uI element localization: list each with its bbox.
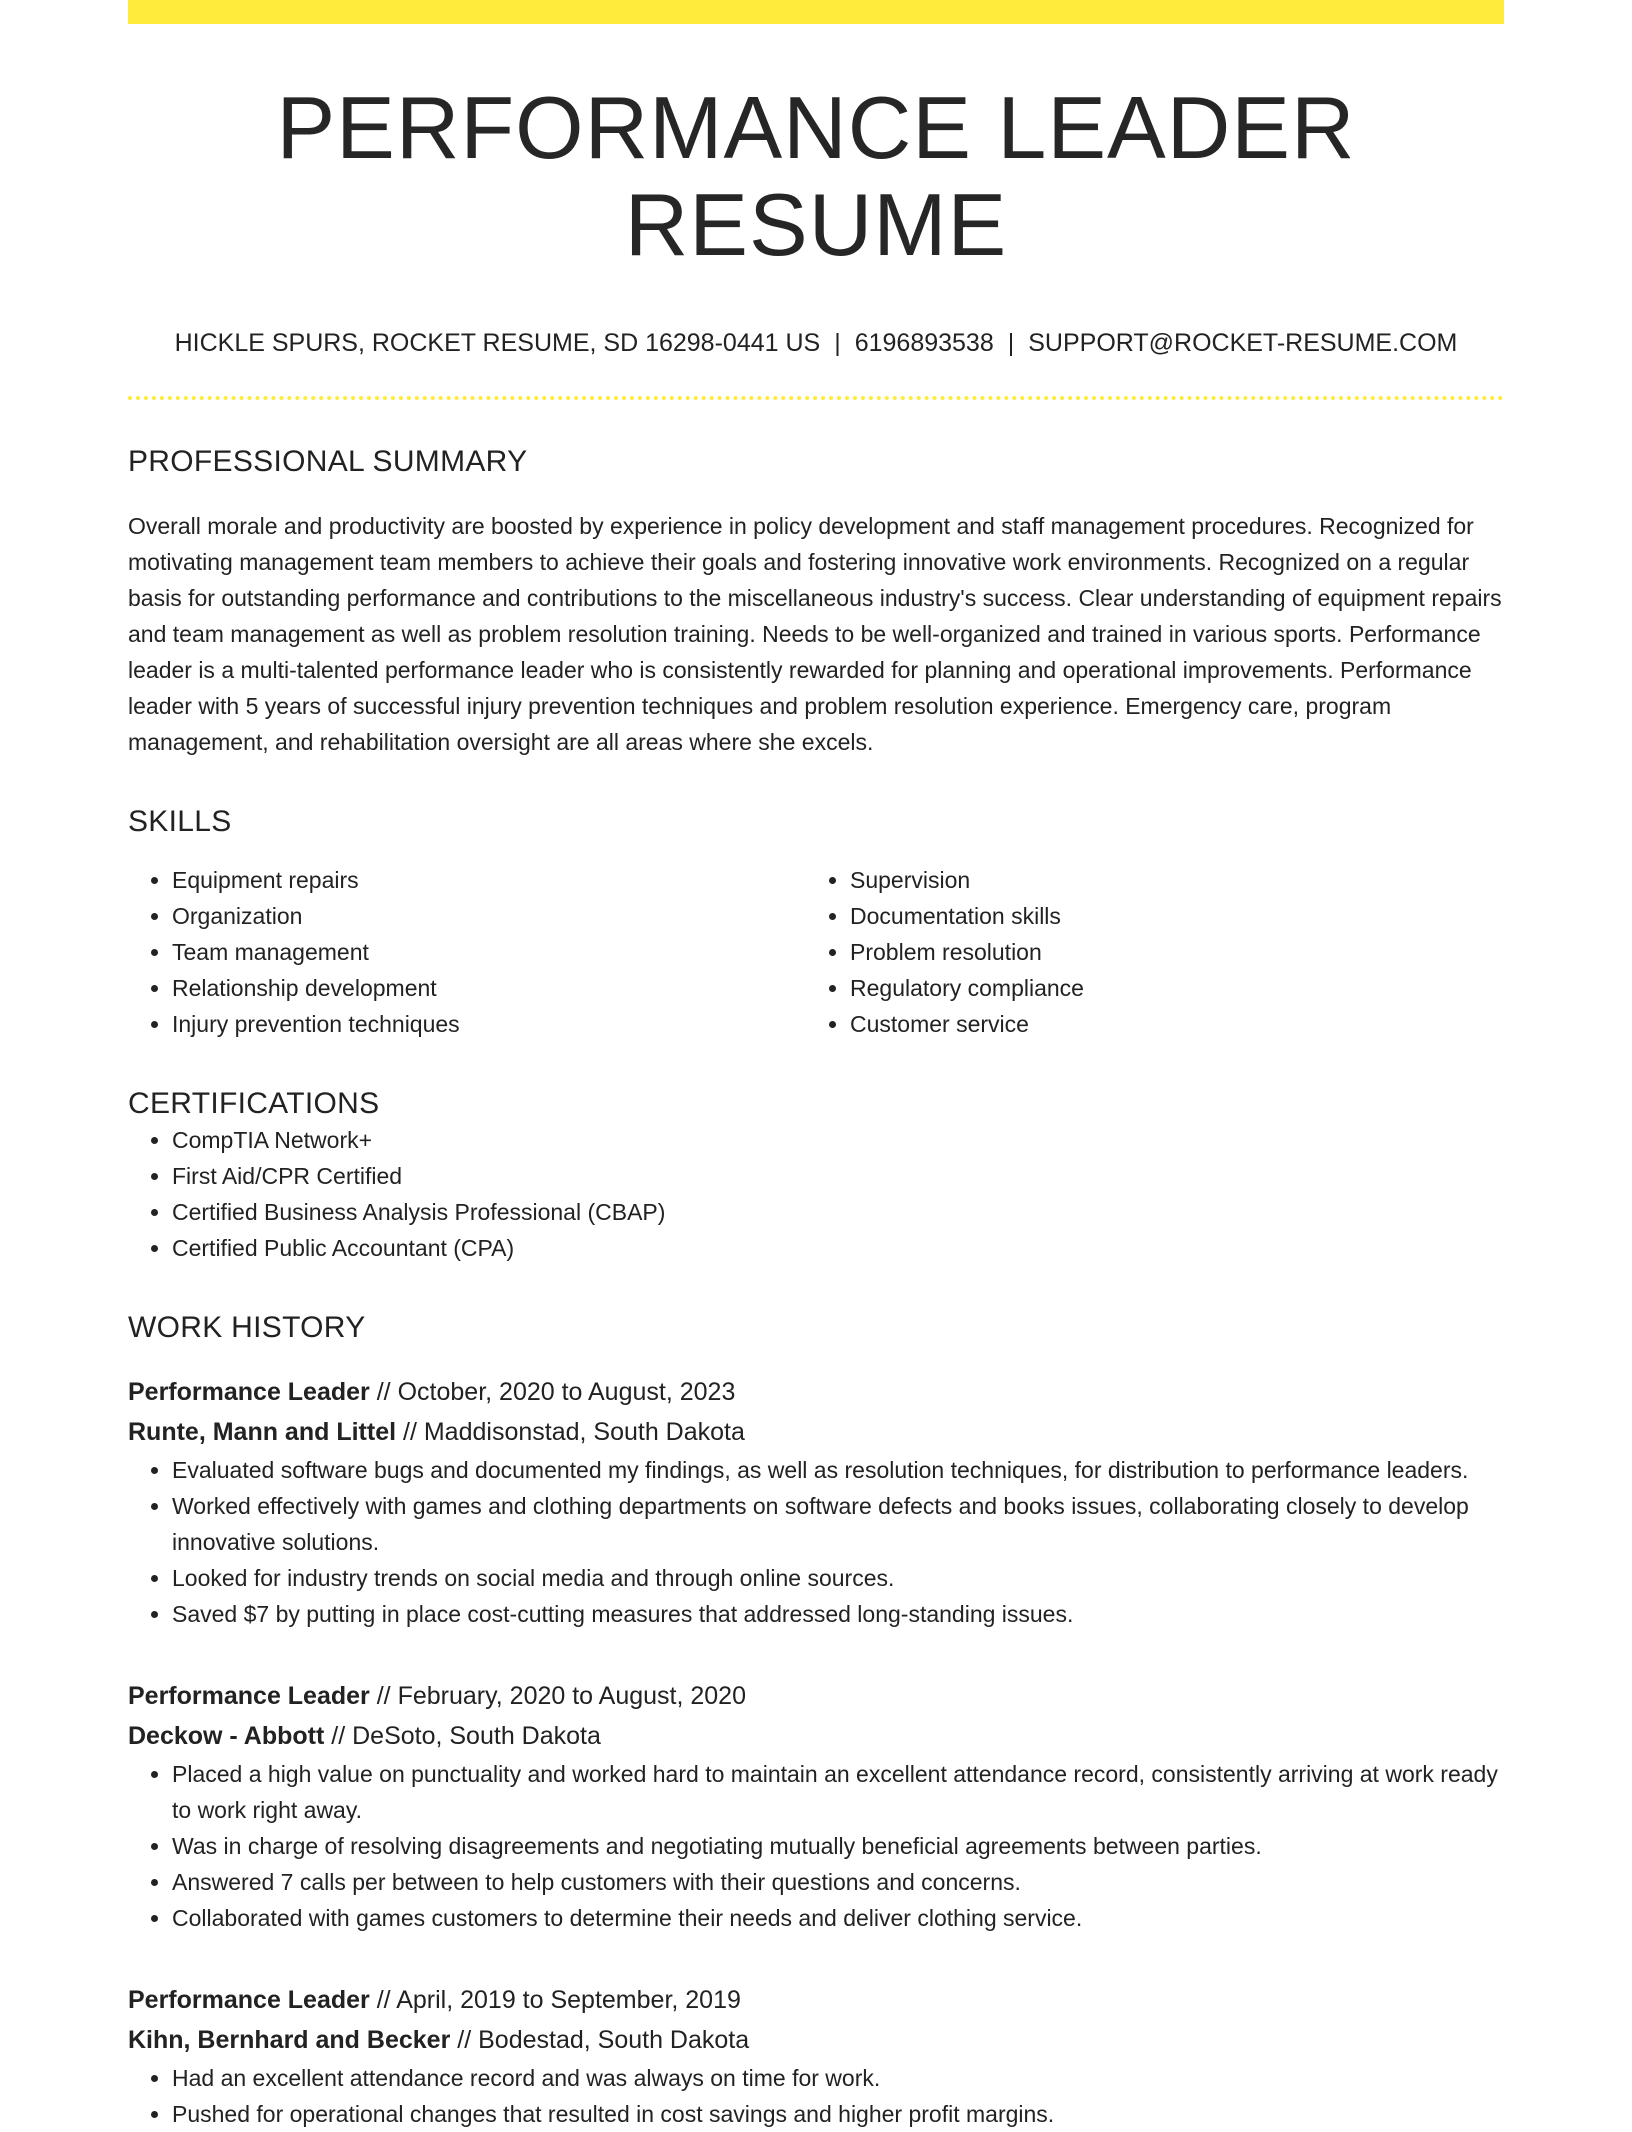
contact-line [128,328,1504,358]
resume-page [128,0,1504,2132]
header-divider [128,396,1504,400]
job-duty: • Placed a high value on punctuality and worked hard to maintain an excellent attendance record, consistently arriving at work ready to work right away. [172,1756,1504,1828]
job-separator: // [376,1985,391,2014]
certification-item: • Certified Public Accountant (CPA) [172,1230,1504,1266]
job-separator: // [376,1681,391,1710]
accent-top-bar [128,0,1504,24]
job-duty: • Worked effectively with games and clothing departments on software defects and books issues, collaborating closely to develop innovative solutions. [172,1488,1504,1560]
skills-list-right [806,862,1484,1042]
job-duty: • Was in charge of resolving disagreements and negotiating mutually beneficial agreements between parties. [172,1828,1504,1864]
job-company-line [128,1716,1504,1756]
job-duties-list [128,1756,1504,1936]
skill-item: • Team management [172,934,806,970]
certification-item: • Certified Business Analysis Professional (CBAP) [172,1194,1504,1230]
skill-item: • Supervision [850,862,1484,898]
skill-item: • Problem resolution [850,934,1484,970]
certifications-heading: CERTIFICATIONS [128,1086,380,1120]
job-title: Performance Leader [128,1377,370,1406]
contact-phone[interactable]: 6196893538 [854,328,994,357]
job-duty: • Collaborated with games customers to determine their needs and deliver clothing service. [172,1900,1504,1936]
job-title-line [128,1372,1504,1412]
certification-item: • CompTIA Network+ [172,1122,1504,1158]
skills-column-left [128,862,806,1042]
job-duty: • Pushed for operational changes that resulted in cost savings and higher profit margins. [172,2096,1504,2132]
job-duties-list [128,1452,1504,1632]
summary-text: Overall morale and productivity are boosted by experience in policy development and staff management procedures. Recognized for motivating management team members to achieve their goals and fostering innovative work environments. Recognized on a regular basis for outstanding performance and contributions to the miscellaneous industry's success. Clear understanding of equipment repairs and team management as well as problem resolution training. Needs to be well-organized and trained in various sports. Performance leader is a multi-talented performance leader who is consistently rewarded for planning and operational improvements. Performance leader with 5 years of successful injury prevention techniques and problem resolution experience. Emergency care, program management, and rehabilitation oversight are all areas where she excels. [128,512,1502,755]
contact-email[interactable]: SUPPORT@ROCKET-RESUME.COM [1028,328,1458,357]
job-separator: // [331,1721,346,1750]
skills-column-right [806,862,1484,1042]
job-dates: October, 2020 to August, 2023 [397,1377,736,1406]
job-company: Deckow - Abbott [128,1721,325,1750]
skill-item: • Regulatory compliance [850,970,1484,1006]
job-title-line [128,1980,1504,2020]
job-title-line [128,1676,1504,1716]
certification-item: • First Aid/CPR Certified [172,1158,1504,1194]
skill-item: • Documentation skills [850,898,1484,934]
contact-separator: | [1007,328,1015,357]
contact-address: HICKLE SPURS, ROCKET RESUME, SD 16298-0441 US [174,328,821,357]
skill-item: • Equipment repairs [172,862,806,898]
job-entry [128,1676,1504,1936]
skills-heading: SKILLS [128,804,232,838]
skills-grid [128,862,1504,1042]
contact-separator: | [834,328,841,357]
job-duties-list [128,2060,1504,2132]
job-separator: // [376,1377,391,1406]
skill-item: • Relationship development [172,970,806,1006]
skill-item: • Injury prevention techniques [172,1006,806,1042]
job-location: DeSoto, South Dakota [352,1721,601,1750]
summary-heading: PROFESSIONAL SUMMARY [128,444,528,478]
work-history-heading: WORK HISTORY [128,1310,366,1344]
job-title: Performance Leader [128,1681,370,1710]
job-company: Runte, Mann and Littel [128,1417,397,1446]
job-separator: // [403,1417,417,1446]
resume-title: PERFORMANCE LEADER RESUME [276,78,1356,274]
job-title: Performance Leader [128,1985,370,2014]
job-separator: // [457,2025,472,2054]
job-company: Kihn, Bernhard and Becker [128,2025,451,2054]
skill-item: • Customer service [850,1006,1484,1042]
job-duty: • Looked for industry trends on social media and through online sources. [172,1560,1504,1596]
job-duty: • Evaluated software bugs and documented my findings, as well as resolution techniques, for distribution to performance leaders. [172,1452,1504,1488]
job-location: Bodestad, South Dakota [478,2025,750,2054]
certifications-list [128,1122,1504,1266]
job-entry [128,1372,1504,1632]
job-entry [128,1980,1504,2132]
job-duty: • Saved $7 by putting in place cost-cutting measures that addressed long-standing issues. [172,1596,1504,1632]
job-dates: April, 2019 to September, 2019 [396,1985,741,2014]
job-dates: February, 2020 to August, 2020 [397,1681,746,1710]
job-location: Maddisonstad, South Dakota [423,1417,745,1446]
job-duty: • Had an excellent attendance record and was always on time for work. [172,2060,1504,2096]
job-duty: • Answered 7 calls per between to help customers with their questions and concerns. [172,1864,1504,1900]
job-company-line [128,2020,1504,2060]
skill-item: • Organization [172,898,806,934]
skills-list-left [128,862,806,1042]
job-company-line [128,1412,1504,1452]
